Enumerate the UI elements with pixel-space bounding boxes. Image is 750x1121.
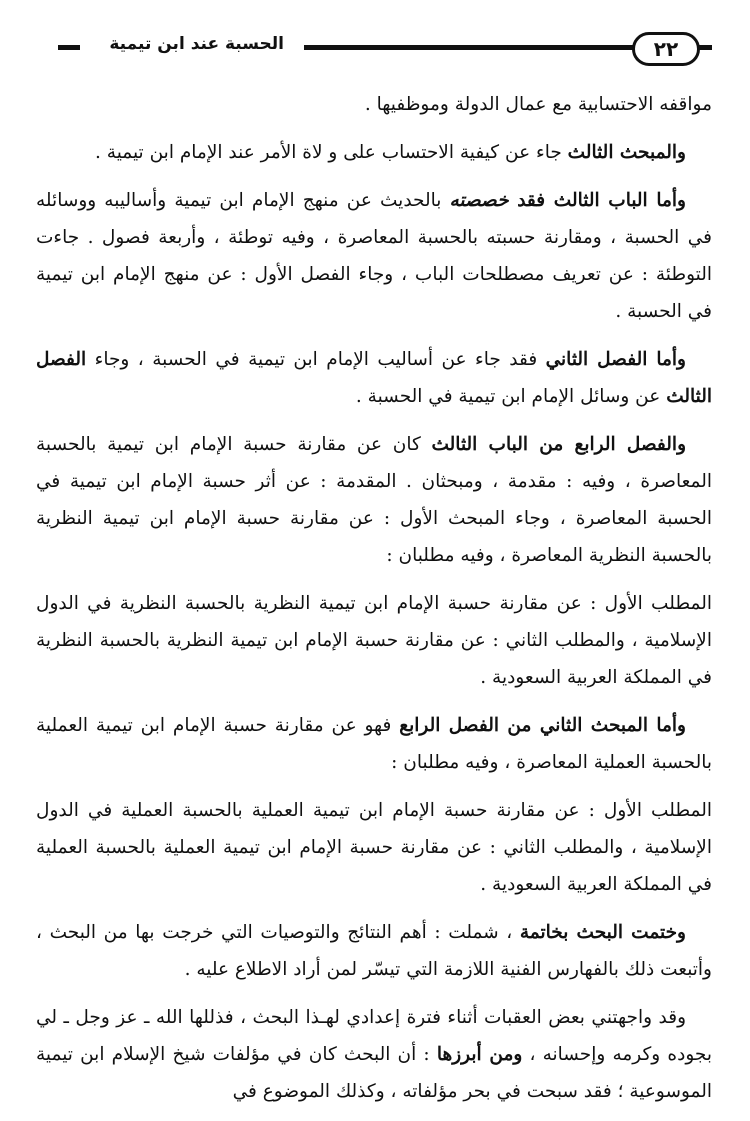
paragraph (36, 86, 712, 123)
page-number: ٢٢ (632, 32, 700, 66)
paragraph-text: فقد جاء عن أساليب الإمام ابن تيمية في الحسبة ، وجاء (86, 349, 546, 370)
paragraph-inline-bold: الفصل الثالث (36, 349, 712, 407)
paragraph-lead: والفصل الرابع من الباب الثالث (431, 434, 686, 455)
paragraph (36, 914, 712, 988)
header-rule (304, 45, 638, 50)
paragraph-text: عن وسائل الإمام ابن تيمية في الحسبة . (355, 386, 667, 407)
paragraph (36, 792, 712, 903)
paragraph (36, 707, 712, 781)
paragraph (36, 585, 712, 696)
header-rule (58, 45, 80, 50)
paragraph-lead: وأما الباب الثالث فقد (517, 190, 686, 211)
header-rule (698, 45, 712, 50)
paragraph (36, 341, 712, 415)
paragraph-inline-bold: ومن أبرزها (436, 1044, 523, 1065)
paragraph (36, 426, 712, 574)
paragraph-lead-emphasis: خصصته (449, 190, 518, 211)
paragraph (36, 182, 712, 330)
paragraph-lead: وأما المبحث الثاني من الفصل الرابع (399, 715, 686, 736)
paragraph-text: مواقفه الاحتسابية مع عمال الدولة وموظفيها . (364, 94, 712, 115)
running-title: الحسبة عند ابن تيمية (109, 34, 284, 54)
paragraph (36, 999, 712, 1110)
body-text (36, 86, 712, 1121)
paragraph-text: فهو عن مقارنة حسبة الإمام ابن تيمية العملية بالحسبة العملية المعاصرة ، وفيه مطلبان : (36, 715, 712, 773)
paragraph-text: : أن البحث كان في مؤلفات شيخ الإسلام ابن تيمية الموسوعية ؛ فقد سبحت في بحر مؤلفاته ، وكذلك الموضوع في (36, 1044, 712, 1102)
paragraph (36, 134, 712, 171)
page-header (40, 28, 712, 68)
paragraph-lead: والمبحث الثالث (567, 142, 686, 163)
paragraph-text: كان عن مقارنة حسبة الإمام ابن تيمية بالحسبة المعاصرة ، وفيه : مقدمة ، ومبحثان . المقدمة : عن أثر حسبة الإمام ابن تيمية في الحسبة المعاصرة ، وجاء المبحث الأول : عن مقارنة حسبة الإمام ابن تيمية النظرية بالحسبة النظرية المعاصرة ، وفيه مطلبان : (36, 434, 712, 566)
paragraph-text: المطلب الأول : عن مقارنة حسبة الإمام ابن تيمية النظرية بالحسبة النظرية في الدول الإسلامية ، والمطلب الثاني : عن مقارنة حسبة الإمام ابن تيمية النظرية بالحسبة النظرية في المملكة العربية السعودية . (36, 593, 712, 688)
paragraph-lead: وأما الفصل الثاني (545, 349, 686, 370)
paragraph-text: وقد واجهتني بعض العقبات أثناء فترة إعدادي لهـذا البحث ، فذللها الله ـ عز وجل ـ لي بجوده وكرمه وإحسانه ، (36, 1007, 712, 1065)
paragraph-text: ، شملت : أهم النتائج والتوصيات التي خرجت بها من البحث ، وأتبعت ذلك بالفهارس الفنية اللازمة التي تيسّر لمن أراد الاطلاع عليه . (36, 922, 712, 980)
paragraph-text: جاء عن كيفية الاحتساب على و لاة الأمر عند الإمام ابن تيمية . (95, 142, 568, 163)
paragraph-text: بالحديث عن منهج الإمام ابن تيمية وأساليبه ووسائله في الحسبة ، ومقارنة حسبته بالحسبة المعاصرة ، وفيه توطئة ، وأربعة فصول . جاءت التوطئة : عن تعريف مصطلحات الباب ، وجاء الفصل الأول : عن منهج الإمام ابن تيمية في الحسبة . (36, 190, 712, 322)
paragraph-lead: وختمت البحث بخاتمة (519, 922, 686, 943)
paragraph-text: المطلب الأول : عن مقارنة حسبة الإمام ابن تيمية العملية بالحسبة العملية في الدول الإسلامية ، والمطلب الثاني : عن مقارنة حسبة الإمام ابن تيمية العملية بالحسبة العملية في المملكة العربية السعودية . (36, 800, 712, 895)
